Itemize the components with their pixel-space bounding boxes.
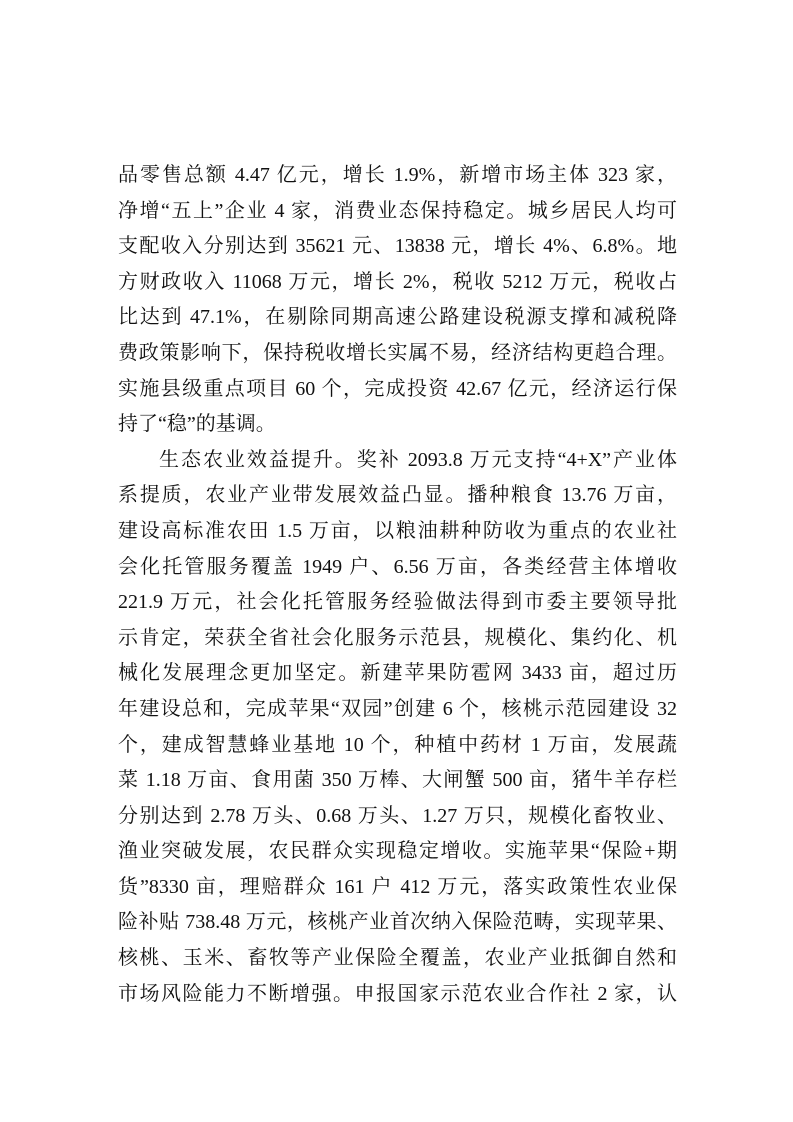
text-line: 示肯定，荣获全省社会化服务示范县，规模化、集约化、机 [118, 626, 677, 649]
text-line: 生态农业效益提升。奖补 2093.8 万元支持“4+X”产业体 [159, 448, 677, 471]
text-line: 支配收入分别达到 35621 元、13838 元，增长 4%、6.8%。地 [118, 235, 677, 258]
text-line: 核桃、玉米、畜牧等产业保险全覆盖，农业产业抵御自然和 [118, 947, 677, 970]
text-line: 渔业突破发展，农民群众实现稳定增收。实施苹果“保险+期 [118, 840, 677, 863]
text-line: 年建设总和，完成苹果“双园”创建 6 个，核桃示范园建设 32 [118, 697, 677, 720]
text-line: 比达到 47.1%，在剔除同期高速公路建设税源支撑和减税降 [118, 306, 677, 329]
text-line: 分别达到 2.78 万头、0.68 万头、1.27 万只，规模化畜牧业、 [118, 804, 677, 827]
text-line: 费政策影响下，保持税收增长实属不易，经济结构更趋合理。 [118, 341, 677, 364]
document-page [118, 158, 677, 1012]
text-line: 品零售总额 4.47 亿元，增长 1.9%，新增市场主体 323 家， [118, 164, 677, 186]
text-line: 221.9 万元，社会化托管服务经验做法得到市委主要领导批 [118, 591, 677, 614]
text-line: 菜 1.18 万亩、食用菌 350 万棒、大闸蟹 500 亩，猪牛羊存栏 [118, 769, 677, 792]
paragraph-agriculture [118, 443, 677, 1013]
text-line: 实施县级重点项目 60 个，完成投资 42.67 亿元，经济运行保 [118, 377, 677, 400]
text-line: 货”8330 亩，理赔群众 161 户 412 万元，落实政策性农业保 [118, 875, 677, 898]
paragraph-economy [118, 158, 677, 443]
text-line: 持了“稳”的基调。 [118, 413, 276, 436]
text-line: 净增“五上”企业 4 家，消费业态保持稳定。城乡居民人均可 [118, 199, 677, 222]
text-line: 会化托管服务覆盖 1949 户、6.56 万亩，各类经营主体增收 [118, 555, 677, 578]
text-line: 建设高标准农田 1.5 万亩，以粮油耕种防收为重点的农业社 [118, 519, 677, 542]
text-line: 市场风险能力不断增强。申报国家示范农业合作社 2 家，认 [118, 982, 677, 1005]
text-line: 方财政收入 11068 万元，增长 2%，税收 5212 万元，税收占 [118, 270, 677, 293]
text-line: 系提质，农业产业带发展效益凸显。播种粮食 13.76 万亩， [118, 484, 677, 507]
text-line: 械化发展理念更加坚定。新建苹果防雹网 3433 亩，超过历 [118, 662, 677, 685]
text-line: 险补贴 738.48 万元，核桃产业首次纳入保险范畴，实现苹果、 [118, 911, 677, 934]
text-line: 个，建成智慧蜂业基地 10 个，种植中药材 1 万亩，发展蔬 [118, 733, 677, 756]
